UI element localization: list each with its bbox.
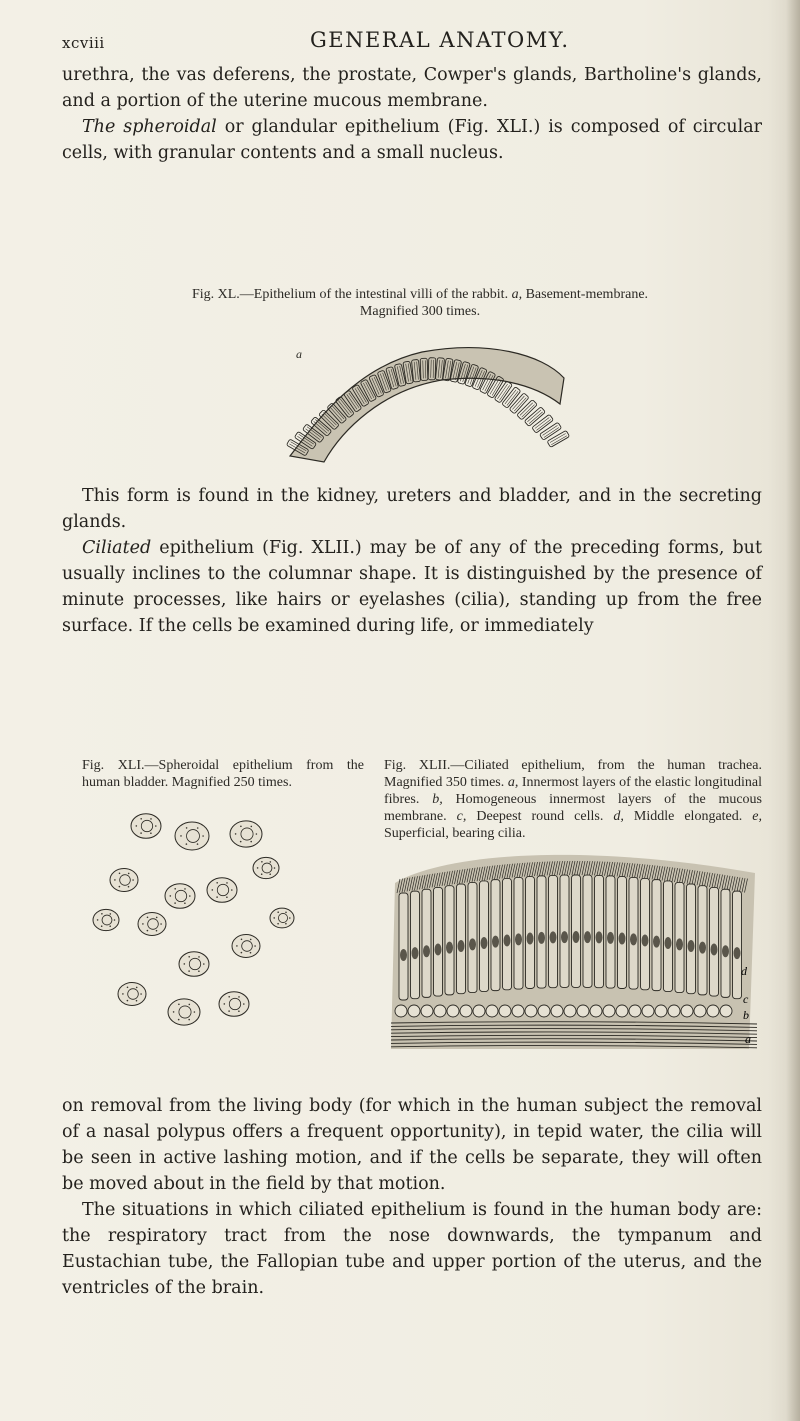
paragraph-3-text-b: The situations in which ciliated epithelium is found in the human body are: the respiratory tract from the nose downwards, the tympanum and Eustachian tube, the Fallopian tube and upper portion of the uterus, and the ventricles of the brain.	[62, 1200, 762, 1298]
granule	[119, 886, 121, 888]
figure-42-key-a-text: Innermost layers of the elastic longitudinal fibres.	[384, 775, 762, 807]
granule	[186, 843, 188, 845]
granule	[202, 835, 204, 837]
cell-hatch	[499, 385, 509, 400]
granule	[127, 987, 129, 989]
elongated-cell	[422, 889, 431, 997]
cell-nucleus	[504, 934, 511, 946]
columnar-cell	[517, 400, 538, 420]
cell-nucleus	[676, 938, 683, 950]
round-cell	[538, 1005, 550, 1017]
granule	[194, 1011, 196, 1013]
spheroidal-cell	[232, 935, 260, 958]
granule	[243, 1003, 245, 1005]
cell-nucleus	[481, 937, 488, 949]
granule	[197, 843, 199, 845]
granule	[197, 827, 199, 829]
granule	[285, 912, 287, 914]
paragraph-1	[62, 62, 762, 166]
elongated-cell	[664, 881, 673, 992]
round-cell	[590, 1005, 602, 1017]
cell-nucleus	[630, 933, 637, 945]
granule	[110, 913, 112, 915]
granule	[285, 923, 287, 925]
granule	[277, 923, 279, 925]
figure-42-caption	[384, 757, 762, 842]
granule	[238, 996, 240, 998]
elongated-cell	[641, 878, 650, 989]
cell-wall	[517, 400, 538, 420]
granule	[136, 825, 138, 827]
granule	[241, 939, 243, 941]
granule	[231, 889, 233, 891]
figure-42-key-e-text: Superficial, bearing cilia.	[384, 826, 526, 841]
granule	[198, 970, 200, 972]
cell-nucleus	[596, 931, 603, 943]
granule	[261, 873, 263, 875]
granule	[254, 945, 256, 947]
granule	[97, 919, 99, 921]
cell-nucleus	[642, 934, 649, 946]
granule	[238, 1010, 240, 1012]
round-cell	[655, 1005, 667, 1017]
elongated-cell	[480, 881, 489, 992]
elongated-cell	[491, 880, 500, 991]
granule	[273, 917, 275, 919]
granule	[189, 1004, 191, 1006]
elongated-cell	[514, 877, 523, 989]
round-cell	[707, 1005, 719, 1017]
granule	[236, 945, 238, 947]
figure-42-key-d-text: Middle elongated.	[623, 809, 743, 824]
granule	[174, 902, 176, 904]
granule	[136, 1000, 138, 1002]
granule	[170, 895, 172, 897]
cell-nucleus	[619, 933, 626, 945]
granule	[173, 1011, 175, 1013]
granule	[184, 963, 186, 965]
cell-nucleus	[492, 936, 499, 948]
ciliated-term: Ciliated	[82, 538, 152, 558]
granule	[270, 861, 272, 863]
spheroidal-cell	[179, 952, 209, 977]
figure-42-svg	[385, 843, 765, 1053]
granule	[140, 832, 142, 834]
round-cell	[512, 1005, 524, 1017]
round-cell	[629, 1005, 641, 1017]
granule	[174, 888, 176, 890]
round-cell	[525, 1005, 537, 1017]
figure-42-key-b: b,	[432, 792, 443, 807]
round-cell	[447, 1005, 459, 1017]
paragraph-2-text-b: epithelium (Fig. XLII.) may be of any of the preceding forms, but usually inclines to the columnar shape. It is distinguished by the presence of minute processes, like hairs or eyelashes (cilia), standing up from the free surface. If the cells be examined during life, or immediately	[62, 538, 762, 636]
granule	[128, 873, 130, 875]
granule	[114, 919, 116, 921]
round-cell	[421, 1005, 433, 1017]
figure-42-label-d: d	[741, 964, 747, 978]
granule	[216, 882, 218, 884]
figure-42-label-b: b	[743, 1008, 749, 1022]
granule	[226, 882, 228, 884]
granule	[226, 896, 228, 898]
paragraph-3-text-a: on removal from the living body (for which in the human subject the removal of a nasal polypus offers a frequent opportunity), in tepid water, the cilia will be seen in active lashing motion, and if the cells be separate, they will often be moved about in the field by that motion.	[62, 1096, 762, 1194]
granule	[150, 832, 152, 834]
granule	[289, 917, 291, 919]
cell-nucleus	[435, 943, 442, 955]
cell-nucleus	[458, 940, 465, 952]
elongated-cell	[721, 889, 730, 997]
figure-40-caption-a-text: Basement-membrane.	[522, 287, 649, 302]
cell-nucleus	[653, 936, 660, 948]
granule	[224, 1003, 226, 1005]
granule	[101, 925, 103, 927]
cell-hatch	[507, 391, 518, 405]
granule	[198, 956, 200, 958]
granule	[228, 1010, 230, 1012]
granule	[188, 1019, 190, 1021]
granule	[188, 956, 190, 958]
round-cell	[460, 1005, 472, 1017]
granule	[184, 888, 186, 890]
round-cell	[486, 1005, 498, 1017]
cell-nucleus	[550, 931, 557, 943]
granule	[216, 896, 218, 898]
granule	[136, 987, 138, 989]
elongated-cell	[399, 893, 408, 1000]
granule	[250, 841, 252, 843]
elongated-cell	[675, 882, 684, 992]
cell-membrane	[230, 821, 262, 847]
figure-42-key-d: d,	[613, 809, 624, 824]
granule	[257, 867, 259, 869]
elongated-cell	[687, 884, 696, 994]
cell-nucleus	[515, 933, 522, 945]
spheroidal-cells	[93, 814, 294, 1025]
elongated-cell	[457, 884, 466, 994]
cell-wall	[524, 407, 545, 427]
figure-42-key-b-text: Homogeneous innermost layers of the mucous membrane.	[384, 792, 763, 824]
spheroidal-cell	[93, 909, 119, 930]
round-cell	[668, 1005, 680, 1017]
figure-41-illustration	[86, 808, 326, 1038]
cell-nucleus	[711, 943, 718, 955]
granule	[203, 963, 205, 965]
paragraph-1-text-b: or glandular epithelium (Fig. XLI.) is composed of circular cells, with granular contents and a small nucleus.	[62, 117, 763, 163]
paragraph-1-line-b	[62, 114, 762, 166]
granule	[155, 825, 157, 827]
figure-40-caption-a-label: a,	[511, 287, 523, 302]
granule	[140, 993, 142, 995]
cell-nucleus	[607, 932, 614, 944]
cell-nucleus	[665, 937, 672, 949]
elongated-cell	[445, 886, 454, 995]
round-cell	[564, 1005, 576, 1017]
granule	[228, 996, 230, 998]
figure-40-svg	[272, 338, 572, 466]
columnar-cell	[509, 393, 529, 414]
cell-nucleus	[573, 931, 580, 943]
granule	[122, 993, 124, 995]
round-cell	[395, 1005, 407, 1017]
cell-nucleus	[446, 942, 453, 954]
running-header	[62, 28, 752, 54]
granule	[156, 917, 158, 919]
figure-42-label-c: c	[743, 992, 749, 1006]
elongated-cell	[733, 891, 742, 999]
columnar-cell	[502, 387, 521, 409]
granule	[142, 923, 144, 925]
round-cell	[694, 1005, 706, 1017]
cell-hatch	[529, 412, 543, 424]
round-cell	[720, 1005, 732, 1017]
figure-40-illustration	[272, 338, 572, 466]
figure-41-caption: Fig. XLI.—Spheroidal epithelium from the human bladder. Magnified 250 times.	[82, 758, 364, 790]
granule	[132, 879, 134, 881]
spheroidal-cell	[270, 908, 294, 928]
page-edge-shadow	[786, 0, 800, 1421]
paragraph-2-text-a: This form is found in the kidney, ureters and bladder, and in the secreting glands.	[62, 486, 762, 532]
paragraph-2	[62, 483, 762, 639]
elongated-cell	[468, 882, 477, 992]
granule	[114, 879, 116, 881]
granule	[251, 826, 253, 828]
cell-hatch	[512, 396, 524, 409]
granule	[101, 913, 103, 915]
round-cell	[473, 1005, 485, 1017]
spheroidal-cell	[118, 983, 146, 1006]
figure-40-caption-text: Fig. XL.—Epithelium of the intestinal villi of the rabbit.	[191, 287, 509, 302]
granule	[178, 1004, 180, 1006]
figure-42-key-c: c,	[456, 809, 467, 824]
paragraph-1-text-a: urethra, the vas deferens, the prostate, Cowper's glands, Bartholine's glands, and a portion of the uterine mucous membrane.	[62, 65, 762, 111]
elongated-cell	[652, 880, 661, 991]
figure-42-key-a: a,	[507, 775, 519, 790]
granule	[150, 818, 152, 820]
round-cell	[408, 1005, 420, 1017]
granule	[119, 873, 121, 875]
granule	[241, 952, 243, 954]
spheroidal-cell	[165, 884, 195, 909]
granule	[212, 889, 214, 891]
elongated-cell	[434, 887, 443, 996]
cell-wall	[509, 393, 529, 414]
cell-hatch	[522, 405, 535, 418]
granule	[188, 970, 190, 972]
figure-42-caption-main: Fig. XLII.—Ciliated epithelium, from the human trachea. Magnified 350 times.	[384, 758, 762, 790]
round-cell	[616, 1005, 628, 1017]
cell-nucleus	[584, 931, 591, 943]
spheroidal-cell	[110, 869, 138, 892]
granule	[160, 923, 162, 925]
granule	[277, 911, 279, 913]
granule	[235, 833, 237, 835]
granule	[261, 861, 263, 863]
granule	[189, 895, 191, 897]
spheroidal-cell	[253, 857, 279, 878]
granule	[109, 925, 111, 927]
round-cell	[603, 1005, 615, 1017]
figure-41-svg	[86, 808, 326, 1038]
granule	[180, 835, 182, 837]
spheroidal-cell	[131, 814, 161, 839]
granule	[250, 952, 252, 954]
granule	[140, 818, 142, 820]
granule	[147, 917, 149, 919]
cell-nucleus	[699, 942, 706, 954]
cell-hatch	[520, 403, 533, 416]
cell-hatch	[514, 398, 526, 411]
granule	[147, 930, 149, 932]
figure-42-illustration	[385, 843, 765, 1053]
cell-nucleus	[722, 945, 729, 957]
cell-nucleus	[527, 933, 534, 945]
granule	[128, 886, 130, 888]
granule	[240, 841, 242, 843]
cell-nucleus	[469, 938, 476, 950]
elongated-cell	[710, 887, 719, 996]
cell-nucleus	[561, 931, 568, 943]
elongated-cell	[698, 886, 707, 995]
spheroidal-cell	[207, 878, 237, 903]
figure-40-magnification: Magnified 300 times.	[359, 304, 481, 319]
cell-nucleus	[400, 949, 407, 961]
page-number: xcviii	[62, 34, 105, 52]
paragraph-2-line-b	[62, 535, 762, 639]
figure-40-caption	[100, 286, 740, 320]
granule	[274, 867, 276, 869]
granule	[250, 939, 252, 941]
figure-42-key-c-text: Deepest round cells.	[466, 809, 604, 824]
spheroidal-cell	[219, 992, 249, 1017]
cell-nucleus	[412, 947, 419, 959]
paragraph-3	[62, 1093, 762, 1301]
granule	[186, 827, 188, 829]
cell-wall	[502, 387, 521, 409]
round-cell	[551, 1005, 563, 1017]
figure-42-label-a: a	[745, 1032, 751, 1046]
elongated-cell	[526, 877, 535, 989]
granule	[256, 833, 258, 835]
cell-nucleus	[538, 932, 545, 944]
granule	[269, 873, 271, 875]
round-cell	[434, 1005, 446, 1017]
cell-nucleus	[734, 947, 741, 959]
elongated-cell	[629, 877, 638, 989]
cell-nucleus	[423, 945, 430, 957]
cell-nucleus	[688, 940, 695, 952]
granule	[156, 930, 158, 932]
granule	[184, 902, 186, 904]
cell-hatch	[505, 390, 516, 404]
running-title: GENERAL ANATOMY.	[310, 28, 570, 52]
figure-40-label-a: a	[296, 347, 302, 361]
spheroidal-cell	[168, 999, 200, 1025]
spheroidal-cell	[138, 913, 166, 936]
round-cell	[577, 1005, 589, 1017]
columnar-cell	[524, 407, 545, 427]
figure-42-key-e: e,	[752, 809, 763, 824]
spheroidal-term: The spheroidal	[82, 117, 217, 137]
granule	[240, 826, 242, 828]
elongated-cell	[618, 877, 627, 989]
granule	[127, 1000, 129, 1002]
round-cell	[642, 1005, 654, 1017]
spheroidal-cell	[230, 821, 262, 847]
granule	[178, 1019, 180, 1021]
elongated-cell	[503, 878, 512, 989]
round-cell	[681, 1005, 693, 1017]
spheroidal-cell	[175, 822, 209, 850]
round-cell	[499, 1005, 511, 1017]
elongated-cell	[411, 891, 420, 999]
